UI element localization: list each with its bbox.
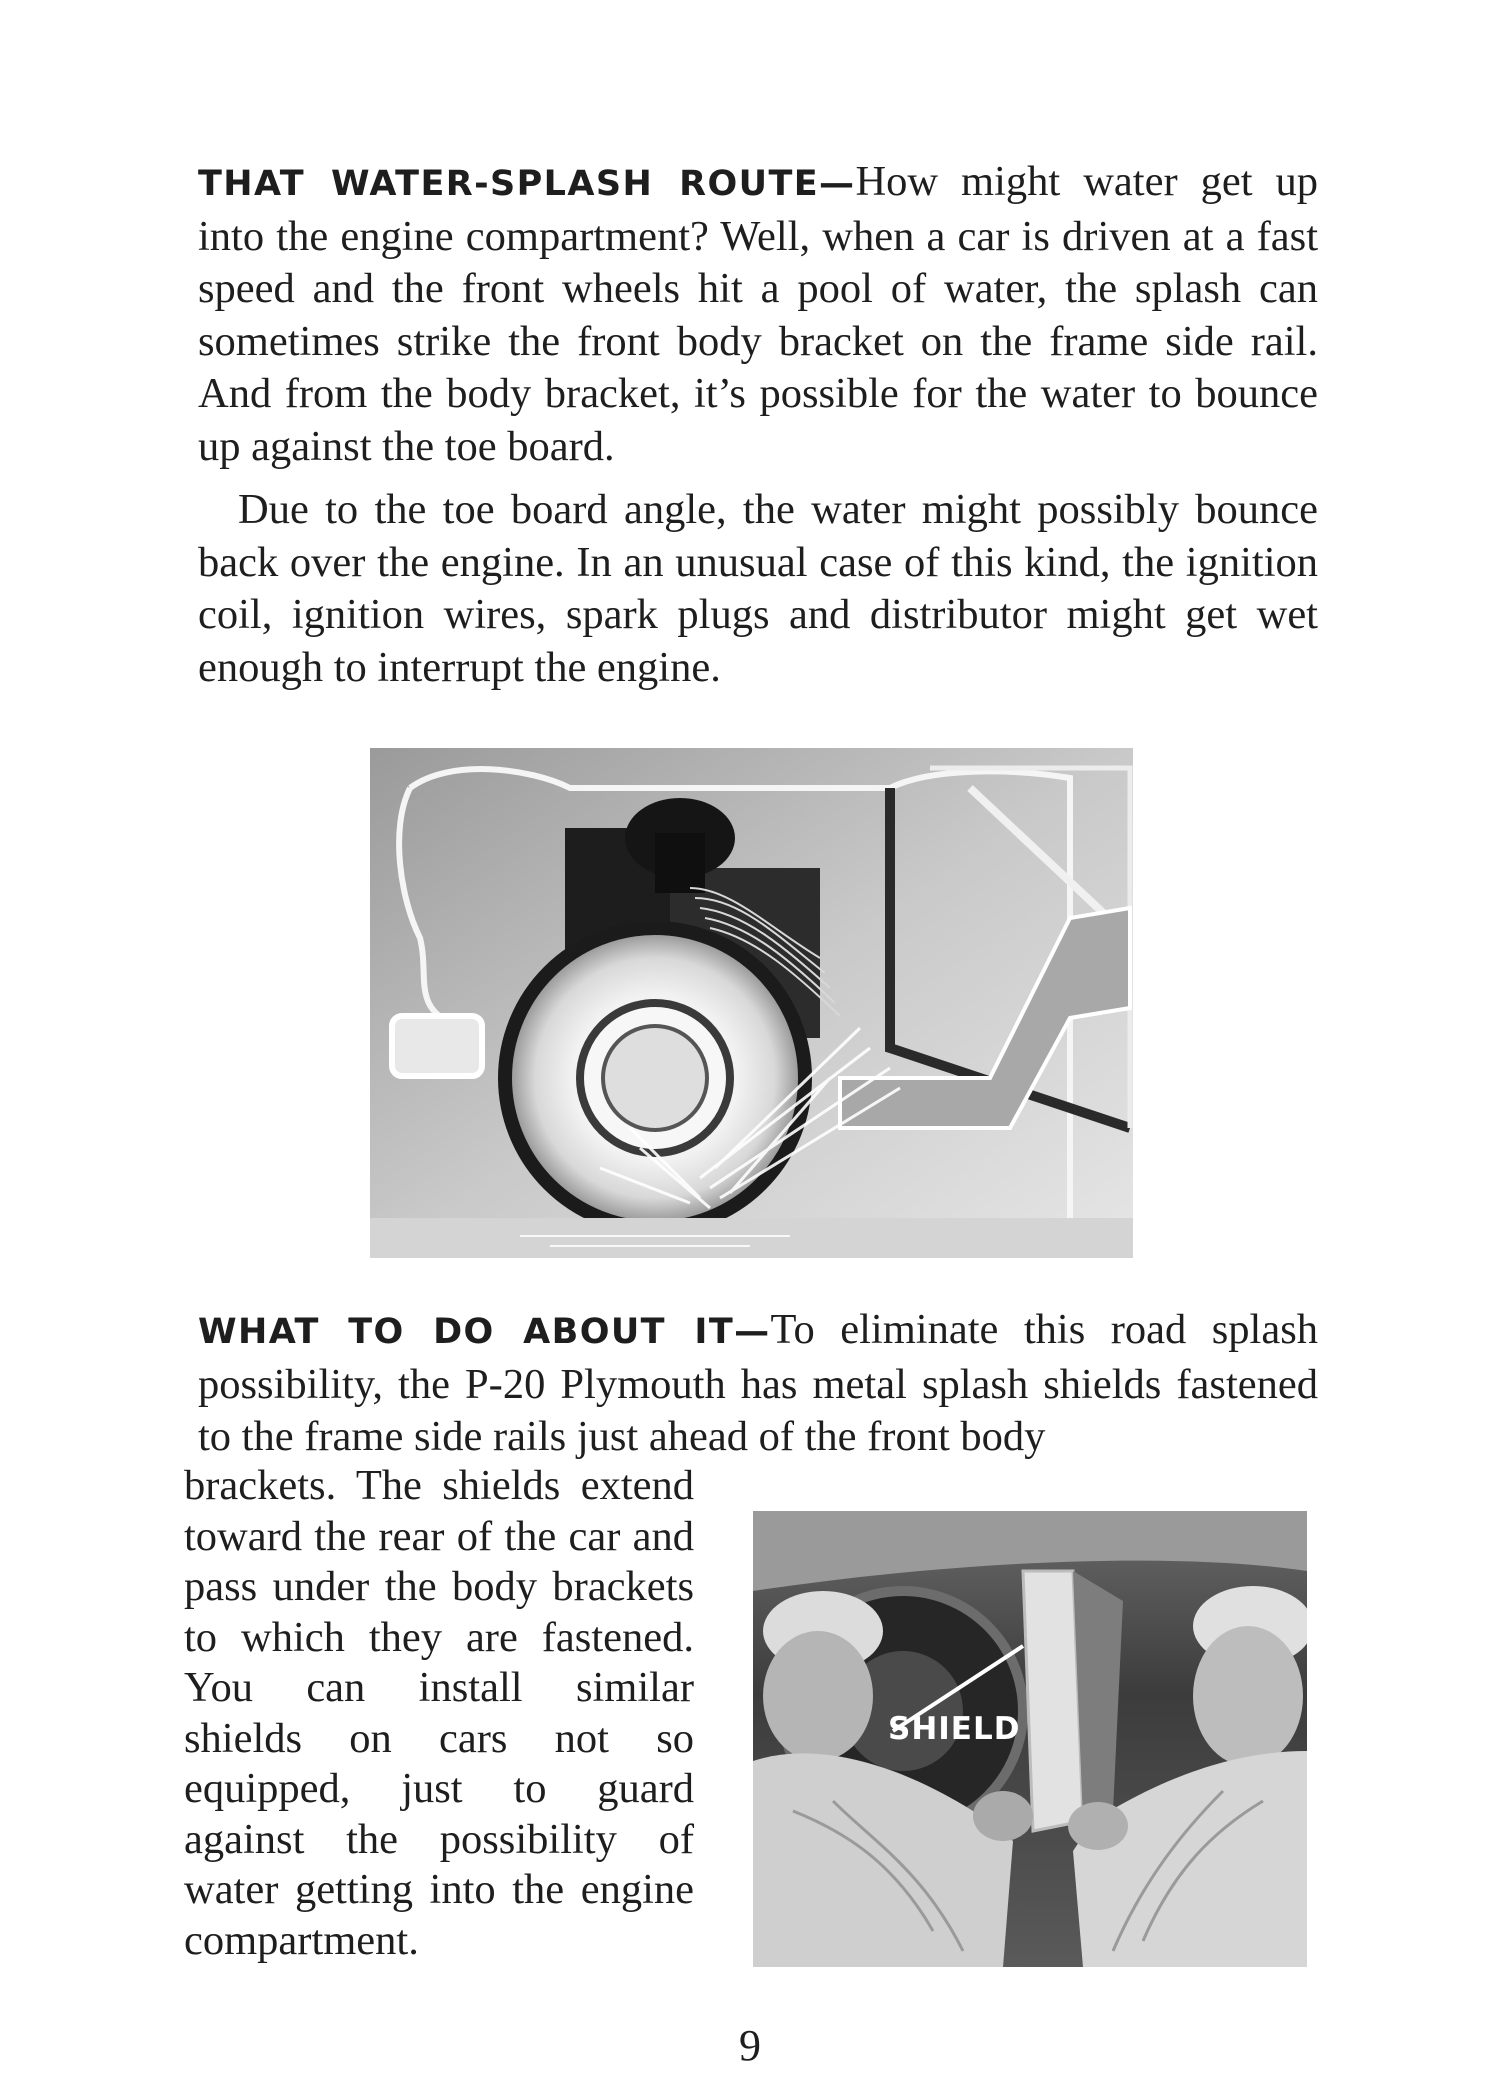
page-number: 9 <box>739 2021 761 2070</box>
paragraph-water-splash-route <box>198 156 1318 473</box>
paragraph-what-to-do-continued: brackets. The shields extend toward the rear of the car and pass under the body brackets to which they are fastened. You can install similar shields on cars not so equipped, just to guard against the possibility of water getting into the engine compartment. <box>184 1462 694 1964</box>
heading-water-splash-route: THAT WATER-SPLASH ROUTE— <box>198 164 856 204</box>
paragraph-text: To eliminate this road splash possibility, the P-20 Plymouth has metal splash shields fastened to the frame side rails just ahead of the front body <box>198 1306 1319 1460</box>
water-splash-illustration <box>370 748 1133 1258</box>
splash-shield-photo <box>753 1511 1307 1967</box>
shield-label: SHIELD <box>888 1711 1021 1747</box>
paragraph-text: How might water get up into the engine compartment? Well, when a car is driven at a fast speed and the front wheels hit a pool of water, the splash can sometimes strike the front body bracket on the frame side rail. And from the body bracket, it’s possible for the water to bounce up against the toe board. <box>198 158 1319 470</box>
heading-what-to-do: WHAT TO DO ABOUT IT— <box>198 1312 771 1352</box>
paragraph-toe-board-angle: Due to the toe board angle, the water might possibly bounce back over the engine. In an unusual case of this kind, the ignition coil, ignition wires, spark plugs and distributor might get wet enough to interrupt the engine. <box>198 486 1318 691</box>
paragraph-what-to-do <box>198 1304 1318 1464</box>
